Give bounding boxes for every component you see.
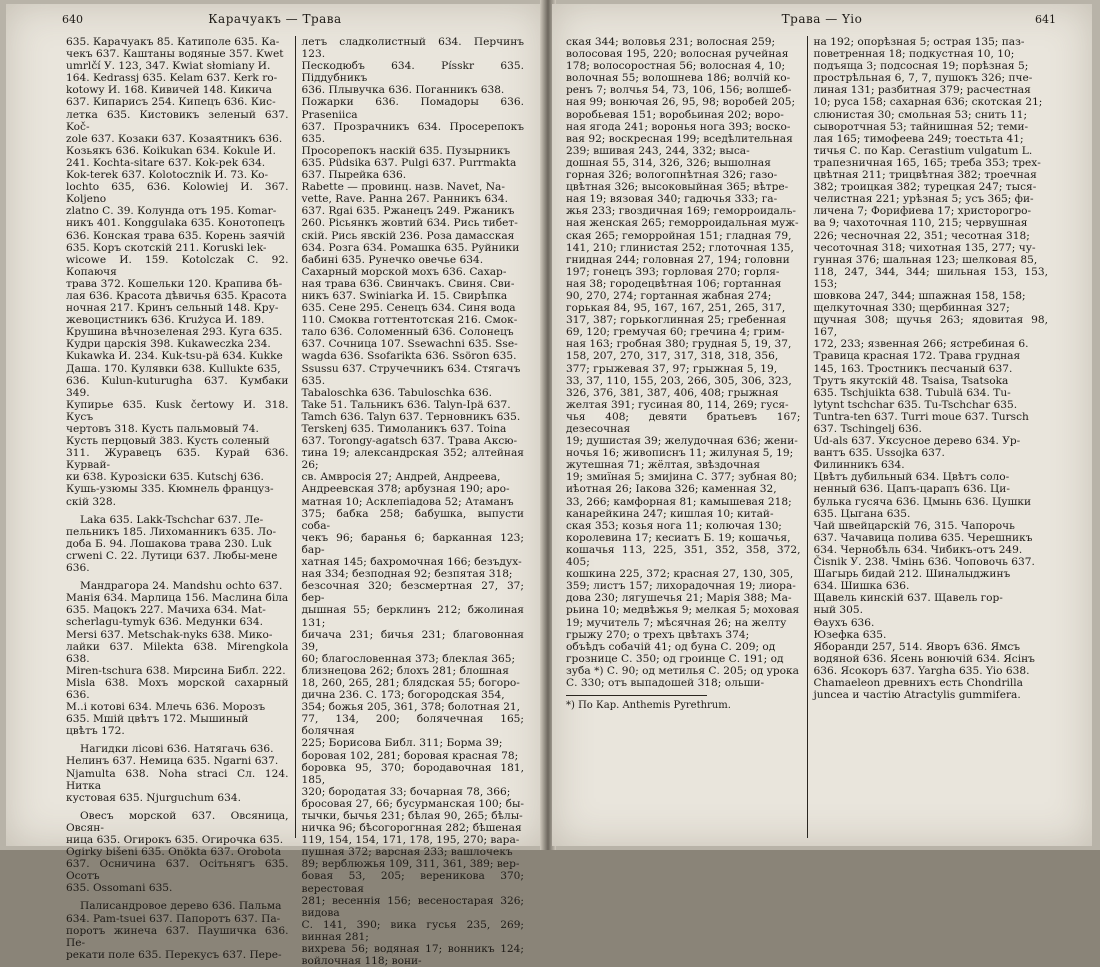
text-line: Rabette — провинц. назв. Navet, Na- <box>301 181 505 194</box>
text-line: Terskenj 635. Тимоланикъ 637. Toina <box>301 423 507 435</box>
text-line: канарейкина 247; кишлая 10; китай- <box>566 507 774 520</box>
text-line: чесоточная 318; чихотная 135, 277; чу- <box>813 241 1036 254</box>
text-line: 636. Kulun-kuturugha 637. Кумбаки 349. <box>66 374 289 399</box>
text-line: 635. Püdsika 637. Pulgi 637. Purrmakta <box>301 156 517 169</box>
text-line: 635. Коръ скотскій 211. Koruski lek- <box>66 241 267 254</box>
text-line: на 192; опорѣзная 5; острая 135; паз- <box>813 36 1025 48</box>
text-line: Kok-terek 637. Kolotocznik И. 73. Ko- <box>66 169 269 182</box>
text-line: прострѣльная 6, 7, 7, пушокъ 326; пче- <box>813 72 1033 85</box>
text-line: 178; волосоростная 56; волосная 4, 10; <box>566 60 786 73</box>
text-line: кустовая 635. Njurguchum 634. <box>66 791 241 804</box>
text-line: объѣдъ собачій 41; од буна С. 209; од <box>566 640 776 653</box>
text-line: жутешная 71; жёлтая, звѣздочная <box>566 459 761 472</box>
text-line: ская 265; геморройная 151; гладная 79, <box>566 229 792 242</box>
text-line: 18, 260, 265, 281; блядская 55; богоро- <box>301 676 520 689</box>
page-number: 641 <box>1035 13 1056 26</box>
text-line: 158, 207, 270, 317, 317, 318, 318, 356, <box>566 350 779 363</box>
text-line: гунная 376; шальная 123; шелковая 85, <box>813 253 1038 266</box>
text-line: 311. Журавецъ 635. Курай 636. Курвай- <box>66 447 289 472</box>
text-line: св. Амвросія 27; Андрей, Андреева, <box>301 471 501 484</box>
text-line: Просорепокъ наскій 635. Пузырникъ <box>301 144 511 157</box>
text-line: 634. Шишка 636. <box>813 580 910 593</box>
text-line: wagda 636. Ssofarikta 636. Ssöron 635. <box>301 350 517 363</box>
text-line: дошная 55, 314, 326, 326; вышолная <box>566 156 771 169</box>
text-line: 634. Pam-tsuei 637. Папоротъ 637. Па- <box>66 912 281 925</box>
text-line: crweni С. 22. Лутици 637. Любы-мене <box>66 549 278 562</box>
text-line: 637. Пырейка 636. <box>301 169 407 182</box>
text-line: 60; благословенная 373; блеклая 365; <box>301 652 516 665</box>
text-line: пельникъ 185. Лихоманникъ 635. Ло- <box>66 525 277 538</box>
text-line: лая 636. Красота дѣвичья 635. Красота <box>66 289 287 302</box>
text-line: ская 344; воловья 231; волосная 259; <box>566 36 776 48</box>
text-line: 377; грыжевая 37, 97; грыжная 5, 19, <box>566 362 778 375</box>
text-line: Ogirky bišeni 635. Onökta 637. Orobota <box>66 846 282 859</box>
text-line: 635. Мацокъ 227. Мачиха 634. Mat- <box>66 604 266 617</box>
text-line: 637. Осничина 637. Осітьнягъ 635. Осотъ <box>66 858 289 883</box>
text-line: Kukawka И. 234. Kuk-tsu-pä 634. Kukke <box>66 350 283 363</box>
text-line: волосовая 195, 220; волосная ручейная <box>566 48 789 61</box>
left-page-header <box>6 10 544 32</box>
text-line: Miren-tschura 638. Мирсина Библ. 222. <box>66 664 286 677</box>
text-line: Tamch 636. Talyn 637. Терновникъ 635. <box>301 410 521 423</box>
text-line: 636. Конская трава 635. Корень заячій <box>66 229 286 242</box>
text-line: 19; мучитель 7; мѣсячная 26; на желту <box>566 616 787 629</box>
text-line: 635. Цыгана 635. <box>813 507 911 520</box>
text-line: Шагырь бидай 212. Шиналыджинъ <box>813 568 1011 581</box>
text-line: безсочная 320; безсмертная 27, 37; бер- <box>301 580 524 605</box>
text-line: 637. Чачавица полива 635. Черешникъ <box>813 531 1033 544</box>
text-line: juncea и частію Atractylis gummifera. <box>813 689 1021 702</box>
text-line: Манія 634. Марлица 156. Маслина біла <box>66 592 289 605</box>
text-line: бовая 53, 205; вереникова 370; верестовая <box>301 870 524 895</box>
left-page <box>6 4 544 967</box>
text-line: ница 635. Огирокъ 635. Огирочка 635. <box>66 834 284 846</box>
text-line: лайки 637. Milekta 638. Mirengkola 638. <box>66 640 289 665</box>
right-columns <box>560 36 1054 838</box>
text-line: ная ягода 241; воронья нога 393; воско- <box>566 120 791 133</box>
text-line: хатная 145; бахромочная 166; безъдух- <box>301 556 522 569</box>
text-line: личена 7; Форифиева 17; христорогро- <box>813 205 1032 218</box>
text-line: шовкова 247, 344; шпажная 158, 158; <box>813 289 1026 302</box>
text-line: 89; верблюжья 109, 311, 361, 389; вер- <box>301 858 520 871</box>
text-line: Щавель кинскій 637. Щавель гор- <box>813 592 1003 605</box>
text-line: 359; листъ 157; лихорадочная 19; лиора- <box>566 580 796 593</box>
text-line: цвѣтъ 172. <box>66 725 125 738</box>
text-line: 637. Прозрачникъ 634. Просерепокъ 635. <box>301 120 524 145</box>
text-line: 19; змиїная 5; змиjина С. 377; зубная 80; <box>566 471 798 484</box>
text-line: бичача 231; бичья 231; благовонная 39, <box>301 628 524 653</box>
text-line: лая 165; тимофеева 249; тоестьта 41; <box>813 132 1024 145</box>
footnote-rule <box>566 695 707 696</box>
text-line: 634. Розга 634. Ромашка 635. Руйники <box>301 241 520 254</box>
text-line: никъ 637. Swiniarka И. 15. Свирѣпка <box>301 289 508 302</box>
text-line: 375; бабка 258; бабушка, выпусти соба- <box>301 507 524 532</box>
text-line: слюнистая 30; смольная 53; снить 11; <box>813 108 1028 121</box>
text-line: водяной 636. Ясень вонючій 634. Ясінъ <box>813 652 1035 665</box>
text-line: Нагидки лісові 636. Натягачь 636. <box>80 743 274 756</box>
text-line: Андреевская 378; арбузная 190; аро- <box>301 483 510 496</box>
text-line: 33, 266; камфорная 81; камышевая 218; <box>566 495 792 508</box>
text-line: рьина 10; медвѣжья 9; мелкая 5; моховая <box>566 604 800 617</box>
text-line: ва 9; чахоточная 110, 215; червушная <box>813 217 1028 230</box>
text-line: 197; гонецъ 393; горловая 270; горля- <box>566 265 780 278</box>
text-line: вая 92; воскресная 199; вседѣлительная <box>566 132 793 145</box>
text-line: 19; душистая 39; желудочная 636; жени- <box>566 435 798 448</box>
text-line: 635. <box>301 374 326 387</box>
text-line: С. 141, 390; вика гусья 235, 269; винная 281; <box>301 918 524 943</box>
text-line: 634. Чернобѣль 634. Чибикъ-отъ 249. <box>813 543 1023 556</box>
text-line: Мандрагора 24. Mandshu ochto 637. <box>80 580 283 593</box>
text-line: бабинi 635. Рунечко овечье 634. <box>301 253 484 266</box>
text-line: ренъ 7; волчья 54, 73, 106, 156; волшеб- <box>566 84 792 97</box>
text-line: 172, 233; язвенная 266; ястребиная 6. <box>813 338 1029 351</box>
text-line: 637. Tschingelj 636. <box>813 423 922 435</box>
text-line: тало 636. Соломенный 636. Солонецъ <box>301 326 514 339</box>
text-line: 239; вшивая 243, 244, 332; выса- <box>566 144 750 157</box>
text-line: скій. Рись явскій 236. Роза дамасская <box>301 229 515 242</box>
text-line: горькая 84, 95, 167, 167, 251, 265, 317, <box>566 302 786 315</box>
text-line: 141, 210; глинистая 252; глоточная 135, <box>566 241 794 254</box>
text-line: 636. Плывучка 636. Поганникъ 638. <box>301 84 505 97</box>
text-line: vette, Rave. Ранна 267. Ранникъ 634. <box>301 193 508 206</box>
text-line: Травица красная 172. Трава грудная <box>813 350 1021 363</box>
text-line: Čisnik У. 238. Чмінь 636. Чоповочь 637. <box>813 556 1035 569</box>
text-line: волочная 55; волошнева 186; волчій ко- <box>566 72 791 85</box>
text-line: грыжу 270; о трехъ цвѣтахъ 374; <box>566 628 750 641</box>
text-line: ная 163; гробная 380; грудная 5, 19, 37, <box>566 338 792 351</box>
page-number: 640 <box>62 13 83 26</box>
text-line: бросовая 27, 66; бусурманская 100; бы- <box>301 797 524 810</box>
text-line: тичья С. по Кар. Cerastium vulgatum L. <box>813 144 1033 157</box>
text-line: 635. Карачуакъ 85. Катиполе 635. Ка- <box>66 36 280 48</box>
text-line: 69, 120; гремучая 60; гречина 4; грим- <box>566 326 785 339</box>
text-line: ный 305. <box>813 604 864 617</box>
text-line: С. 330; отъ выпадошей 318; ольши- <box>566 676 765 689</box>
text-line: Ѳаухъ 636. <box>813 616 875 629</box>
text-line: lytynt tschchar 635. Tu-Tschchar 635. <box>813 398 1018 411</box>
text-line: пушная 372; варсная 233; вашлочекъ <box>301 846 513 859</box>
text-line: 326, 376, 381, 387, 406, 408; грыжная <box>566 386 779 399</box>
text-line: Misla 638. Мохъ морской сахарный 636. <box>66 676 289 701</box>
right-column-2 <box>807 36 1055 838</box>
text-line: Tabaloschka 636. Tabuloschka 636. <box>301 386 492 399</box>
text-line: 90, 270, 274; гортанная жабная 274; <box>566 289 772 302</box>
text-line: 637. Кипарисъ 254. Кипецъ 636. Кис- <box>66 96 276 109</box>
text-line: 635. Мшій цвѣтъ 172. Мышиный <box>66 713 249 726</box>
text-line: ная трава 636. Свинчакъ. Свиня. Сви- <box>301 277 515 290</box>
text-line: чекъ 96; баранья 6; барканная 123; бар- <box>301 531 524 556</box>
text-line: гнидная 244; головная 27, 194; головни <box>566 253 790 266</box>
text-line: ная 99; вонючая 26, 95, 98; воробей 205; <box>566 96 796 109</box>
text-line: Tuntra-ten 637. Turri moue 637. Tursch <box>813 410 1029 423</box>
text-line: 225; Борисова Библ. 311; Борма 39; <box>301 737 503 750</box>
text-line: 118, 247, 344, 344; шильная 153, 153, 153; <box>813 265 1048 290</box>
running-head: Карачуакъ — Трава <box>208 12 342 26</box>
text-line: 354; божья 205, 361, 378; болотная 21, <box>301 701 521 714</box>
text-line: Ud-als 637. Уксусное дерево 634. Ур- <box>813 435 1021 448</box>
text-line: дышная 55; берклинъ 212; бжолиная 131; <box>301 604 524 629</box>
running-head: Трава — Yio <box>781 12 863 26</box>
right-page-header <box>552 10 1092 32</box>
text-line: ная 19; вязовая 340; гадючья 333; га- <box>566 193 778 206</box>
text-line: чья 408; девяти братьевъ 167; дезесочная <box>566 410 801 435</box>
text-line: скій 328. <box>66 495 116 508</box>
text-line: ная 334; безподная 92; безпятая 318; <box>301 568 513 581</box>
text-line: 637. Torongy-agatsch 637. Трава Аксю- <box>301 435 518 448</box>
text-line: цвѣтная 326; высоковыйная 365; вѣтре- <box>566 181 789 194</box>
text-line: рекати поле 635. Перекусъ 637. Пере- <box>66 948 282 961</box>
text-line: scherlagu-tymyk 636. Медунки 634. <box>66 616 263 629</box>
text-line: щелкуточная 330; щербинная 327; <box>813 302 1010 315</box>
text-line: ничка 96; бѣсогорогнная 282; бѣшеная <box>301 822 522 835</box>
text-line: lochto 635, 636. Kolowiej И. 367. Koljeno <box>66 181 289 206</box>
text-line: 110. Смоква готтентотская 216. Смок- <box>301 314 518 327</box>
text-line: Нелинъ 637. Немица 635. Ngarni 637. <box>66 755 279 768</box>
text-line: Njamulta 638. Noha straci Сл. 124. Нитка <box>66 767 289 792</box>
text-line: иѣотная 26; Іакова 326; каменная 32, <box>566 483 777 496</box>
text-line: Сахарный морской мохъ 636. Сахар- <box>301 265 507 278</box>
text-line: Пожарки 636. Помадоры 636. Praseniica <box>301 96 524 121</box>
text-line: Кусть перцовый 383. Кусть соленый <box>66 435 270 448</box>
text-line: щучная 308; щучья 263; ядовитая 98, 167, <box>813 314 1048 339</box>
right-column-1 <box>560 36 807 838</box>
text-line: вантъ 635. Ussojka 637. <box>813 447 945 460</box>
footnote: *) По Кар. Anthemis Pyrethrum. <box>566 700 731 712</box>
text-line: 241. Kochta-sitare 637. Kok-pek 634. <box>66 156 266 169</box>
text-line: жевоцистникъ 636. Krużyca И. 189. <box>66 314 265 327</box>
text-line: жья 233; гвоздичная 169; геморроидаль- <box>566 205 796 218</box>
text-line: Ssussu 637. Стручечникъ 634. Стягачъ <box>301 362 521 375</box>
left-columns <box>60 36 530 967</box>
text-line: 317, 387; горькоглинная 25; гребенная <box>566 314 787 327</box>
text-line: ночная 217. Кринъ сельный 148. Кру- <box>66 302 279 315</box>
text-line: поротъ жинеча 637. Паушичка 636. Пе- <box>66 924 289 949</box>
text-line: боровка 95, 370; бородавочная 181, 185, <box>301 761 524 786</box>
text-line: чертовъ 318. Кусть пальмовый 74. <box>66 423 259 435</box>
text-line: Крушина вѣчнозеленая 293. Куга 635. <box>66 326 283 339</box>
text-line: дична 236. С. 173; богородская 354, <box>301 689 505 702</box>
text-line: zole 637. Козаки 637. Козаятникъ 636. <box>66 132 283 145</box>
text-line: Take 51. Тальникъ 636. Talyn-Ipä 637. <box>301 398 511 411</box>
text-line: Даша. 170. Кулявки 638. Kullukte 635, <box>66 362 281 375</box>
text-line: 637. Rgai 635. Ржанецъ 249. Ржаникъ <box>301 205 515 218</box>
text-line: Филинникъ 634. <box>813 459 905 472</box>
text-line: Кушь-узюмы 335. Кюмнель француз- <box>66 483 274 496</box>
text-line: вихрева 56; водяная 17; вонникъ 124; войлочная 118; вони- <box>301 943 524 967</box>
text-line: 635. Сене 295. Сенецъ 634. Синя вода <box>301 302 516 315</box>
text-line: Кудри царскія 398. Kukaweczka 234. <box>66 338 271 351</box>
text-line: umrlčí У. 123, 347. Kwiat słomiany И. <box>66 60 271 73</box>
text-line: 260. Рісьянкъ жовтий 634. Рись тибет- <box>301 217 518 230</box>
text-line: zlatno С. 39. Колунда отъ 195. Komar- <box>66 205 277 218</box>
text-line: Цвѣтъ дубильный 634. Цвѣтъ соло- <box>813 471 1010 484</box>
text-line: зуба *) С. 90; од метилья С. 205; од урока <box>566 664 799 677</box>
text-line: доба Б. 94. Лошакова трава 230. Luk <box>66 537 272 550</box>
text-line: летка 635. Кистовикъ зеленый 637. Koč- <box>66 108 289 133</box>
text-line: ненный 636. Цапъ-царапъ 636. Ци- <box>813 483 1010 496</box>
text-line: кошкина 225, 372; красная 27, 130, 305, <box>566 568 794 581</box>
text-line: цвѣтная 211; трицвѣтная 382; троечная <box>813 169 1037 182</box>
text-line: булька гусяча 636. Цмынь 636. Цушки <box>813 495 1032 508</box>
text-line: дова 230; лягушечья 21; Марія 388; Ма- <box>566 592 792 605</box>
text-line: подъяща 3; подсосная 19; порѣзная 5; <box>813 60 1029 73</box>
left-column-1 <box>60 36 295 961</box>
text-line: никъ 401. Konggulaka 635. Конотопецъ <box>66 217 285 230</box>
text-line: челистная 221; урѣзная 5; усъ 365; фи- <box>813 193 1034 206</box>
text-line: сыворотчная 53; тайнишная 52; теми- <box>813 120 1029 133</box>
text-line: Козьякъ 636. Koikukan 634. Kokule И. <box>66 144 276 157</box>
text-line: Чай швейцарскій 76, 315. Чапорочь <box>813 519 1015 532</box>
text-line: Купирье 635. Kusk čertowy И. 318. Кусъ <box>66 398 289 423</box>
text-line: трава 372. Кошельки 120. Крапива бѣ- <box>66 277 283 290</box>
text-line: горная 326; вологопнѣтная 326; газо- <box>566 169 778 182</box>
text-line: боровая 102, 281; боровая красная 78; <box>301 749 519 762</box>
left-column-2 <box>295 36 531 967</box>
text-line: Mersi 637. Metschak-nyks 638. Мико- <box>66 628 273 641</box>
text-line: 382; троицкая 382; турецкая 247; тыся- <box>813 181 1037 194</box>
text-line: Палисандровое дерево 636. Пальма <box>80 900 282 913</box>
text-line: Юзефка 635. <box>813 628 887 641</box>
text-line: ночья 16; живописнъ 11; жилуная 5, 19; <box>566 447 794 460</box>
text-line: воробьевая 151; воробьиная 202; воро- <box>566 108 784 121</box>
text-line: 145, 163. Тростникъ песчаный 637. <box>813 362 1013 375</box>
text-line: кошачья 113, 225, 351, 352, 358, 372, 405; <box>566 543 801 569</box>
text-line: трапезничная 165, 165; треба 353; трех- <box>813 156 1041 169</box>
text-line: летъ сладколистный 634. Перчинъ 123. <box>301 36 524 61</box>
text-line: матная 10; Асклепіадова 52; Атаманъ <box>301 495 514 508</box>
text-line: 636. Ясокоръ 637. Yargha 635. Yio 638. <box>813 664 1030 677</box>
text-line: Овесъ морской 637. Овсяница, Овсян- <box>66 809 289 834</box>
text-line: 637. Сочница 107. Ssewachni 635. Sse- <box>301 338 518 351</box>
text-line: 164. Kedrassj 635. Kelam 637. Kerk ro- <box>66 72 278 85</box>
text-line: Яборанди 257, 514. Яворъ 636. Ямсъ <box>813 640 1021 653</box>
text-line: 635. Ossomani 635. <box>66 882 173 895</box>
text-line: М..і котові 634. Млечь 636. Морозъ <box>66 701 266 714</box>
text-line: Chamaeleon древнихъ есть Chondrilla <box>813 676 1023 689</box>
text-line: королевина 17; кесиатъ Б. 19; кошачья, <box>566 531 791 544</box>
text-line: 636. <box>66 562 90 575</box>
text-line: 33, 37, 110, 155, 203, 266, 305, 306, 323, <box>566 374 792 387</box>
text-line: ная женская 265; геморроидальная муж- <box>566 217 799 230</box>
text-line: Пескодюбъ 634. Písskr 635. Піддубникъ <box>301 60 524 85</box>
text-line: грознице С. 350; од гроинце С. 191; од <box>566 652 784 665</box>
text-line: тычки, бычья 231; бѣлая 90, 265; бѣлы- <box>301 810 523 822</box>
text-line: ная 38; городецвѣтная 106; гортанная <box>566 277 782 290</box>
text-line: 10; руса 158; сахарная 636; скотская 21; <box>813 96 1043 109</box>
text-line: 77, 134, 200; болячечная 165; болячная <box>301 713 524 738</box>
right-page <box>552 4 1092 846</box>
text-line: ки 638. Курозіски 635. Kutschj 636. <box>66 471 264 484</box>
text-line: 320; бородатая 33; бочарная 78, 366; <box>301 785 511 798</box>
text-line: 119, 154, 154, 171, 178, 195, 270; вара- <box>301 834 520 847</box>
text-line: чекъ 637. Каштаны водяные 357. Kwet <box>66 48 284 61</box>
text-line: близнецова 262; блохъ 281; блошная <box>301 664 509 677</box>
text-line: kotowy И. 168. Кивичей 148. Кикича <box>66 84 272 97</box>
text-line: 226; чесночная 22, 351; чесотная 318; <box>813 229 1030 242</box>
text-line: линая 131; разбитная 379; расчестная <box>813 84 1031 97</box>
text-line: Трутъ якутскій 48. Tsaisa, Tsatsoka <box>813 374 1009 387</box>
text-line: ская 353; козья нога 11; колючая 130; <box>566 519 782 532</box>
text-line: wicowe И. 159. Kotolczak С. 92. Копаючя <box>66 253 289 278</box>
text-line: поветренная 18; подкустная 10, 10; <box>813 48 1015 61</box>
text-line: Laka 635. Lakk-Tschchar 637. Ле- <box>80 513 264 526</box>
text-line: 281; весеннія 156; весеностарая 326; видова <box>301 894 524 919</box>
text-line: желтая 391; гусиная 80, 114, 269; гуся- <box>566 398 789 411</box>
text-line: 635. Tschjuikta 638. Tubulä 634. Tu- <box>813 386 1011 399</box>
text-line: тина 19; александрская 352; алтейная 26; <box>301 447 524 472</box>
